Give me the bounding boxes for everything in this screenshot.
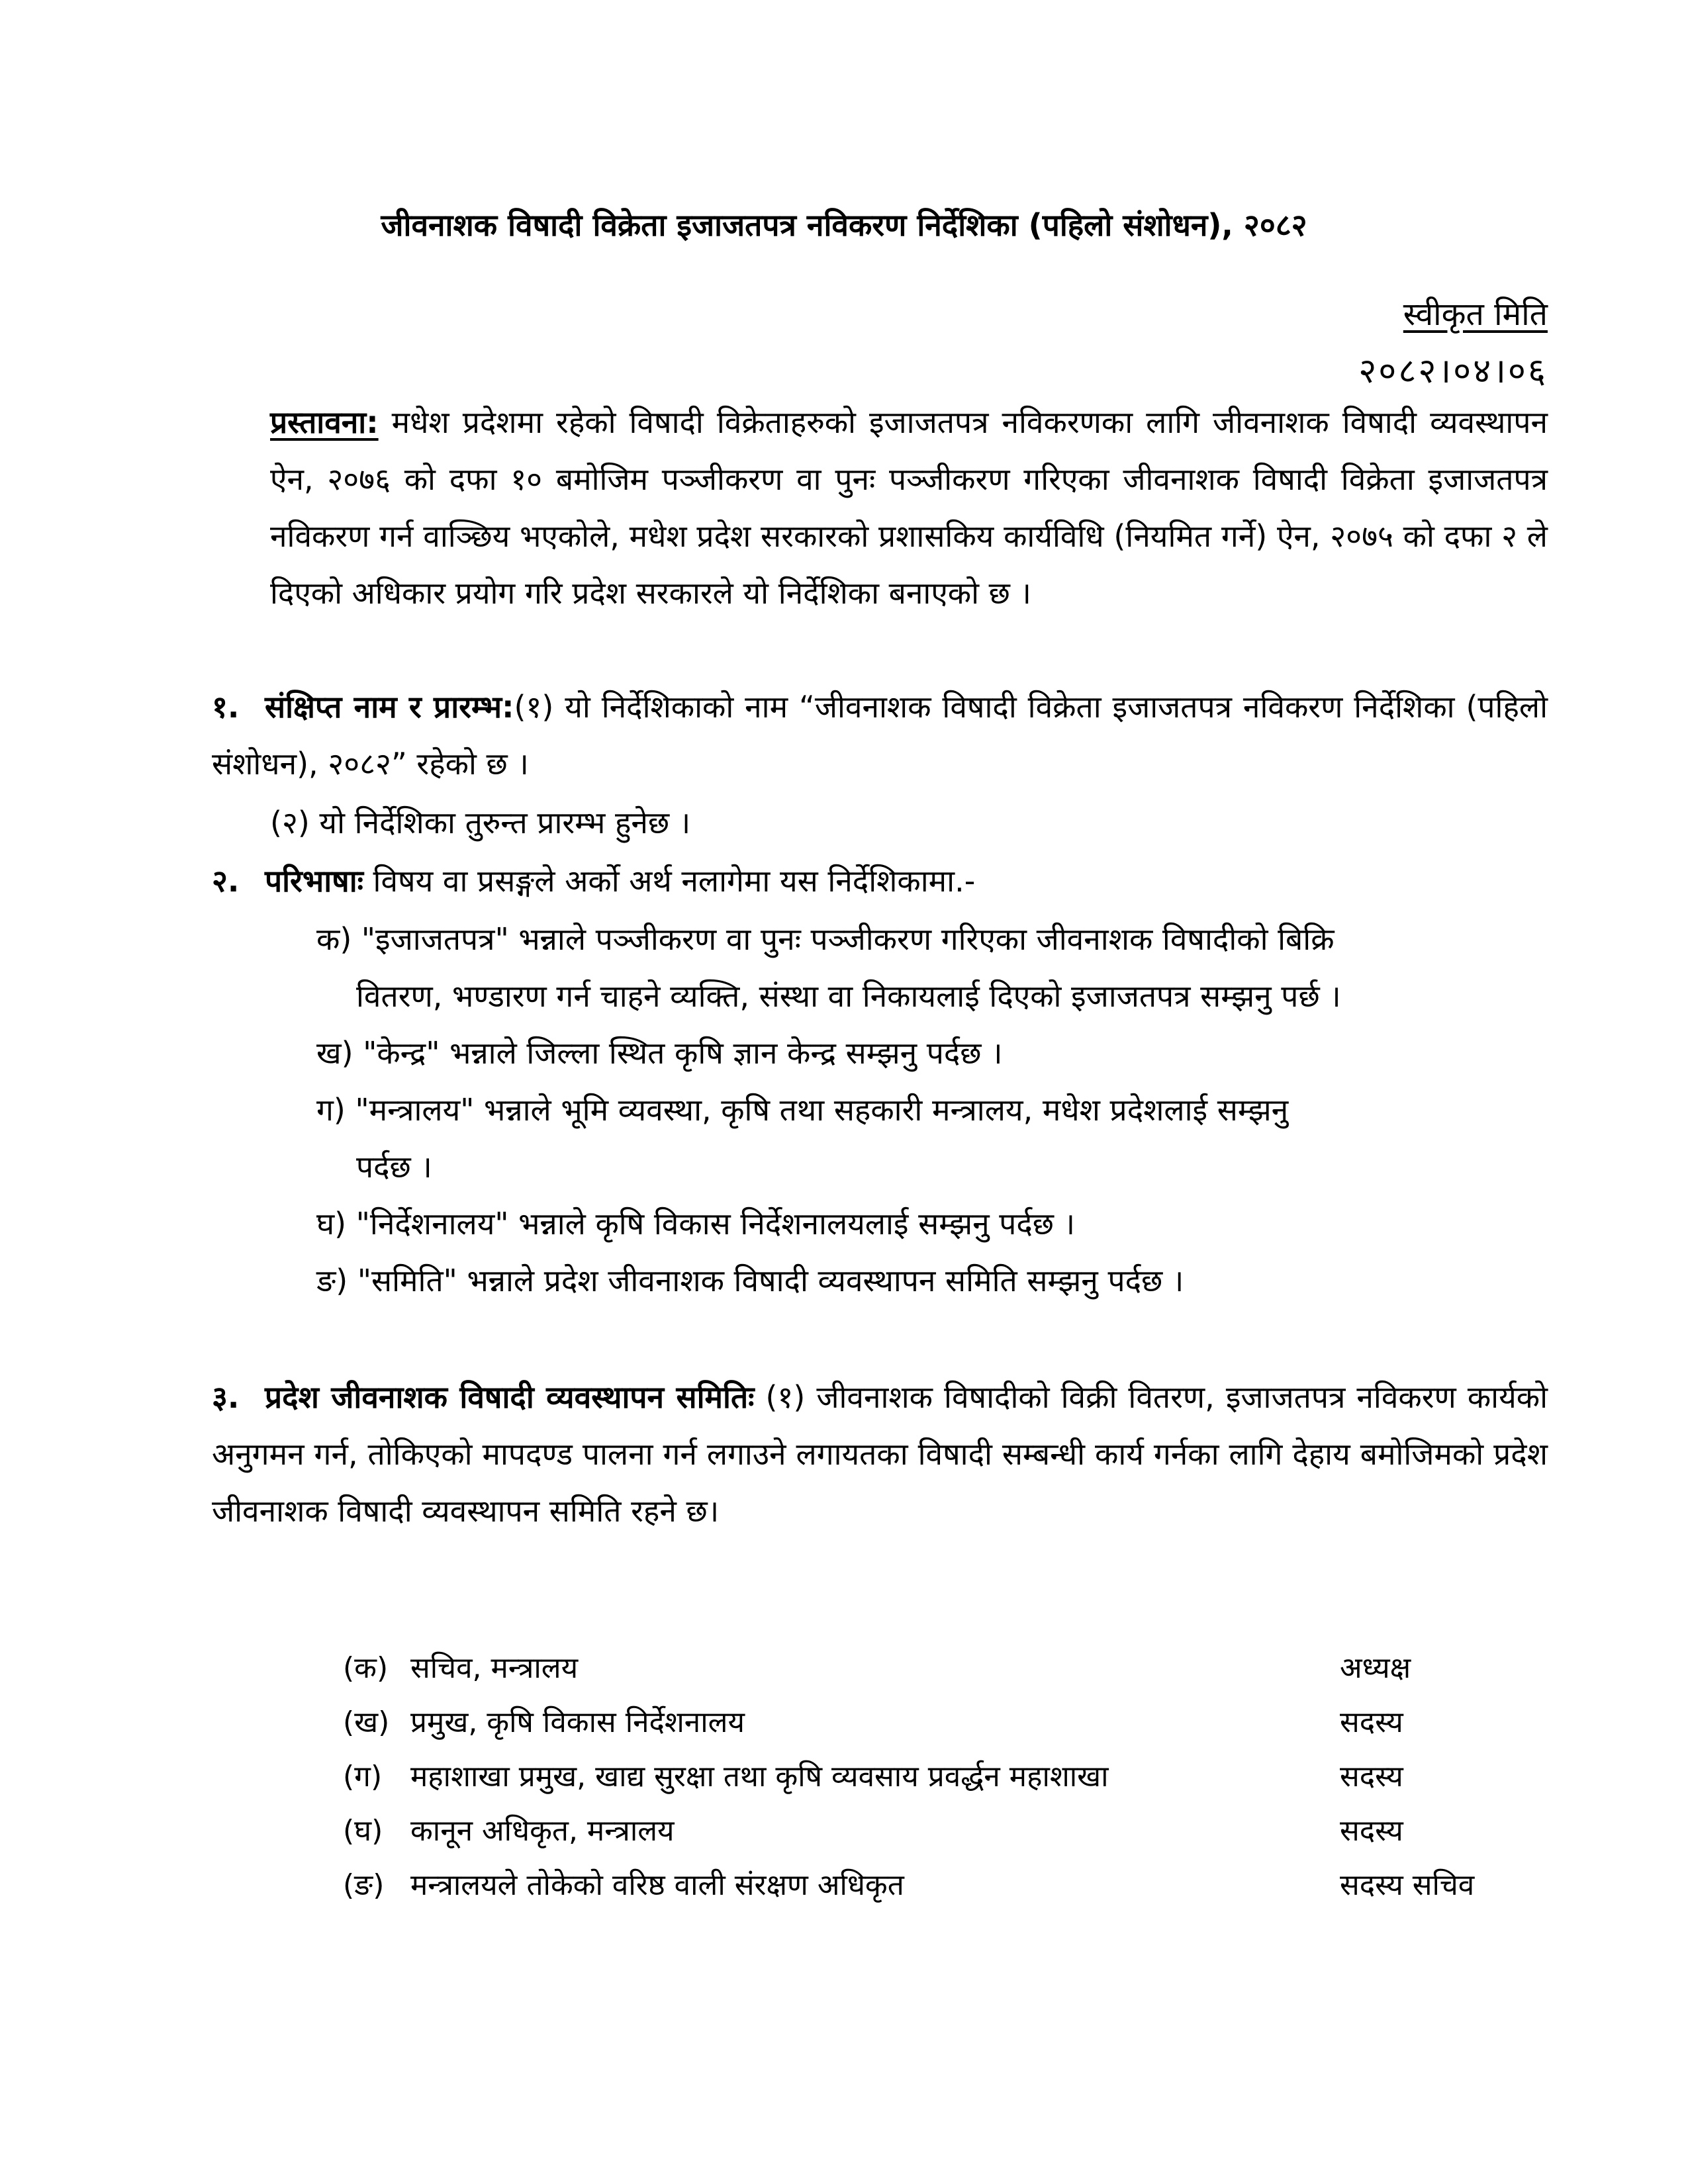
member-row: [343, 1858, 1554, 1913]
committee-members: [343, 1641, 1554, 1913]
definition-text-continued: वितरण, भण्डारण गर्न चाहने व्यक्ति, संस्था वा निकायलाई दिएको इजाजतपत्र सम्झनु पर्छ ।: [356, 978, 1341, 1014]
definitions-list: [316, 911, 1548, 1309]
member-role: सदस्य: [1340, 1814, 1403, 1848]
section-text: (१) यो निर्देशिकाको नाम “जीवनाशक विषादी विक्रेता इजाजतपत्र नविकरण निर्देशिका (पहिलो संशोधन), २०८२” रहेको छ ।: [212, 689, 1548, 782]
section-1: [212, 678, 1548, 792]
member-role: सदस्य: [1340, 1760, 1403, 1794]
section-3: [212, 1369, 1548, 1539]
section-heading: परिभाषाः: [265, 863, 363, 899]
member-id: (ख): [343, 1706, 390, 1739]
member-row: [343, 1641, 1554, 1696]
preamble-label: प्रस्तावना:: [270, 404, 379, 440]
preamble-text: मधेश प्रदेशमा रहेको विषादी विक्रेताहरुको इजाजतपत्र नविकरणका लागि जीवनाशक विषादी व्यवस्थापन ऐन, २०७६ को दफा १० बमोजिम पञ्जीकरण वा पुनः पञ्जीकरण गरिएका जीवनाशक विषादी विक्रेता इजाजतपत्र नविकरण गर्न वाञ्छिय भएकोले, मधेश प्रदेश सरकारको प्रशासकिय कार्यविधि (नियमित गर्ने) ऐन, २०७५ को दफा २ ले दिएको अधिकार प्रयोग गरि प्रदेश सरकारले यो निर्देशिका बनाएको छ ।: [270, 404, 1548, 611]
section-heading: संक्षिप्त नाम र प्रारम्भ:: [265, 689, 514, 725]
section-1-subclause: (२) यो निर्देशिका तुरुन्त प्रारम्भ हुनेछ ।: [270, 805, 691, 841]
section-number: १.: [212, 689, 240, 725]
member-role: सदस्य: [1340, 1706, 1403, 1739]
definition-label: ग): [316, 1092, 346, 1128]
definition-text: "निर्देशनालय" भन्नाले कृषि विकास निर्देशनालयलाई सम्झनु पर्दछ ।: [346, 1206, 1076, 1242]
member-id: (ग): [343, 1760, 383, 1794]
definition-item: [316, 1081, 1548, 1195]
definition-text: "मन्त्रालय" भन्नाले भूमि व्यवस्था, कृषि तथा सहकारी मन्त्रालय, मधेश प्रदेशलाई सम्झनु: [345, 1092, 1289, 1128]
definition-label: ख): [316, 1035, 353, 1071]
member-id: (क): [343, 1651, 389, 1685]
member-name: सचिव, मन्त्रालय: [410, 1651, 579, 1685]
member-id: (घ): [343, 1814, 383, 1848]
member-id: (ङ): [343, 1868, 385, 1902]
member-row: [343, 1750, 1554, 1804]
definition-text-continued: पर्दछ ।: [356, 1149, 432, 1185]
section-number: २.: [212, 863, 240, 899]
member-name: कानून अधिकृत, मन्त्रालय: [410, 1814, 675, 1848]
member-row: [343, 1696, 1554, 1750]
member-name: मन्त्रालयले तोकेको वरिष्ठ वाली संरक्षण अधिकृत: [410, 1868, 904, 1902]
approval-block: [1358, 286, 1548, 400]
member-row: [343, 1804, 1554, 1858]
definition-label: ङ): [316, 1263, 348, 1298]
definition-text: "समिति" भन्नाले प्रदेश जीवनाशक विषादी व्यवस्थापन समिति सम्झनु पर्दछ ।: [348, 1263, 1184, 1298]
section-text: (१) जीवनाशक विषादीको विक्री वितरण, इजाजतपत्र नविकरण कार्यको अनुगमन गर्न, तोकिएको मापदण्ड पालना गर्न लगाउने लगायतका विषादी सम्बन्धी कार्य गर्नका लागि देहाय बमोजिमको प्रदेश जीवनाशक विषादी व्यवस्थापन समिति रहने छ।: [212, 1379, 1548, 1529]
member-role: सदस्य सचिव: [1340, 1868, 1475, 1902]
section-number: ३.: [212, 1379, 240, 1415]
definition-text: "इजाजतपत्र" भन्नाले पञ्जीकरण वा पुनः पञ्जीकरण गरिएका जीवनाशक विषादीको बिक्रि: [352, 921, 1335, 957]
member-name: महाशाखा प्रमुख, खाद्य सुरक्षा तथा कृषि व्यवसाय प्रवर्द्धन महाशाखा: [410, 1760, 1109, 1794]
definition-item: [316, 911, 1548, 1024]
preamble: [270, 394, 1548, 621]
definition-item: [316, 1195, 1548, 1252]
definition-label: घ): [316, 1206, 347, 1242]
document-title: जीवनाशक विषादी विक्रेता इजाजतपत्र नविकरण निर्देशिका (पहिलो संशोधन), २०८२: [381, 207, 1307, 243]
member-name: प्रमुख, कृषि विकास निर्देशनालय: [410, 1706, 745, 1739]
definition-text: "केन्द्र" भन्नाले जिल्ला स्थित कृषि ज्ञान केन्द्र सम्झनु पर्दछ ।: [353, 1035, 1003, 1071]
member-role: अध्यक्ष: [1340, 1651, 1411, 1685]
approval-date-label: स्वीकृत मिति: [1403, 296, 1548, 333]
approval-date: २०८२।०४।०६: [1358, 351, 1548, 391]
definition-label: क): [316, 921, 352, 957]
definition-item: [316, 1024, 1548, 1081]
section-text: विषय वा प्रसङ्गले अर्को अर्थ नलागेमा यस निर्देशिकामा.-: [363, 863, 976, 899]
definition-item: [316, 1252, 1548, 1309]
section-2: [212, 852, 1548, 909]
section-heading: प्रदेश जीवनाशक विषादी व्यवस्थापन समितिः: [265, 1379, 755, 1415]
